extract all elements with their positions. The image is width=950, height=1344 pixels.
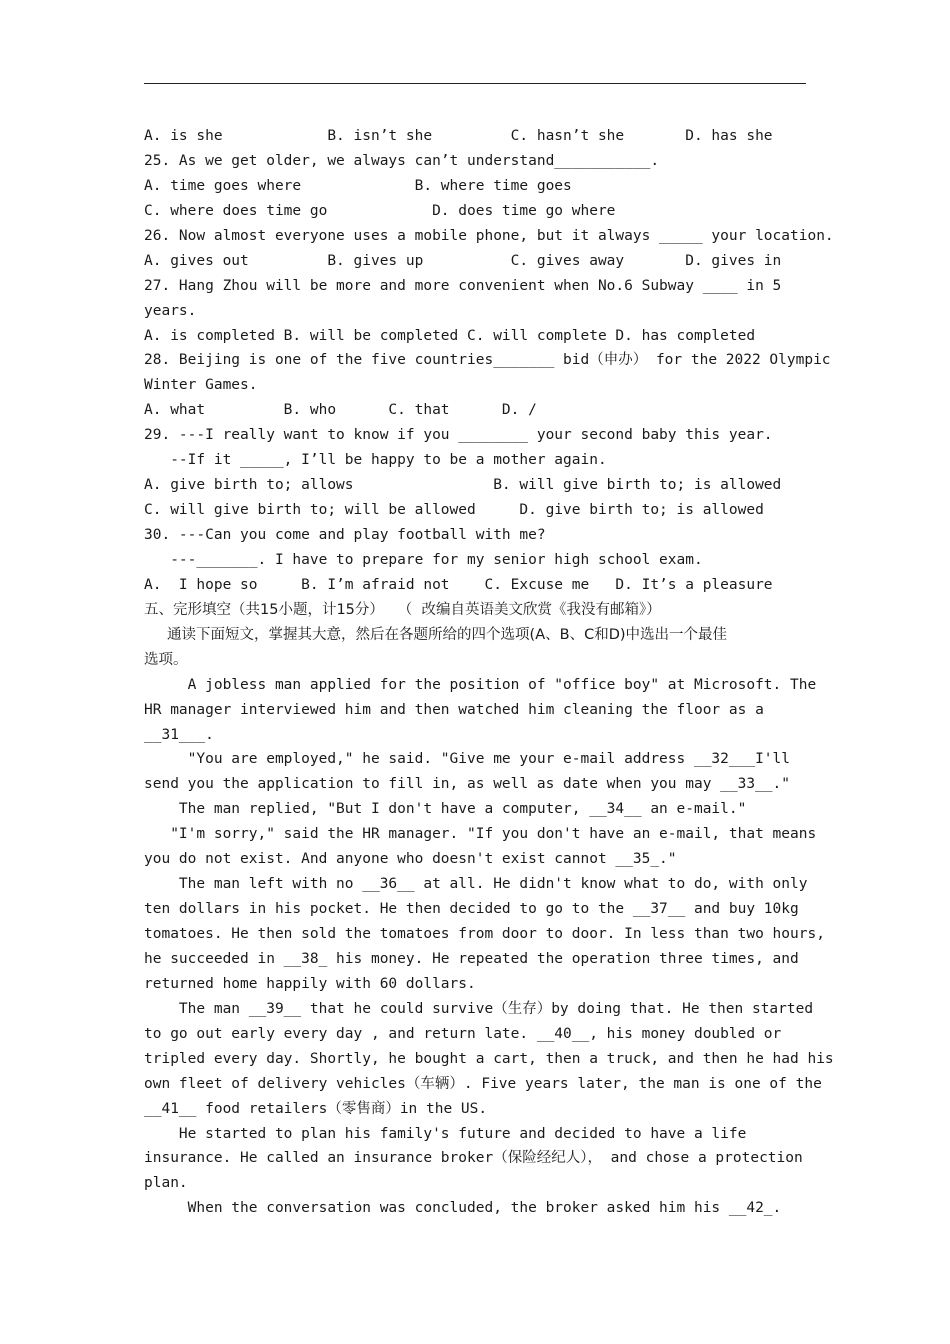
text-line: ten dollars in his pocket. He then decided to go to the __37__ and buy 10kg (144, 901, 799, 918)
text-line: HR manager interviewed him and then watched him cleaning the floor as a (144, 701, 764, 718)
text-line: he succeeded in __38_ his money. He repeated the operation three times, and (144, 950, 799, 967)
text-line: The man left with no __36__ at all. He didn't know what to do, with only (144, 876, 808, 893)
text-line: A. I hope so B. I’m afraid not C. Excuse me D. It’s a pleasure (144, 576, 773, 593)
text-line: --If it _____, I’ll be happy to be a mother again. (144, 452, 607, 469)
text-line: 30. ---Can you come and play football with me? (144, 527, 546, 543)
text-line: C. where does time go D. does time go where (144, 202, 616, 219)
text-line: tomatoes. He then sold the tomatoes from door to door. In less than two hours, (144, 926, 825, 942)
text-line: He started to plan his family's future and decided to have a life (144, 1125, 747, 1142)
text-line: Winter Games. (144, 377, 258, 394)
text-line: plan. (144, 1175, 188, 1192)
text-line: When the conversation was concluded, the broker asked him his __42_. (144, 1200, 782, 1217)
text-line: C. will give birth to; will be allowed D. give birth to; is allowed (144, 502, 764, 519)
text-line: you do not exist. And anyone who doesn't exist cannot __35_." (144, 851, 677, 868)
text-line: 29. ---I really want to know if you ________ your second baby this year. (144, 427, 773, 444)
text-line: "You are employed," he said. "Give me your e-mail address __32___I'll (144, 751, 791, 768)
text-line: 选项。 (144, 651, 188, 668)
text-line: years. (144, 302, 197, 319)
text-line: 五、完形填空（共15小题，计15分） （ 改编自英语美文欣赏《我没有邮箱》） (144, 601, 661, 618)
text-line: send you the application to fill in, as well as date when you may __33__." (144, 776, 791, 793)
header-rule (144, 83, 806, 84)
text-line: tripled every day. Shortly, he bought a cart, then a truck, and then he had his (144, 1050, 834, 1067)
text-line: The man __39__ that he could survive（生存）by doing that. He then started (144, 1000, 814, 1017)
text-line: A. what B. who C. that D. / (144, 402, 537, 419)
text-line: A. is she B. isn’t she C. hasn’t she D. has she (144, 128, 773, 144)
text-line: 26. Now almost everyone uses a mobile phone, but it always _____ your location. (144, 227, 834, 244)
text-line: A. gives out B. gives up C. gives away D. gives in (144, 252, 782, 269)
document-body (144, 124, 834, 1221)
text-line: 27. Hang Zhou will be more and more convenient when No.6 Subway ____ in 5 (144, 277, 782, 294)
text-line: own fleet of delivery vehicles（车辆）. Five years later, the man is one of the (144, 1075, 822, 1092)
text-line: 通读下面短文，掌握其大意，然后在各题所给的四个选项(A、B、C和D)中选出一个最佳 (144, 626, 728, 643)
text-line: 28. Beijing is one of the five countries_______ bid（申办） for the 2022 Olympic (144, 352, 831, 369)
text-line: returned home happily with 60 dollars. (144, 975, 476, 992)
text-line: insurance. He called an insurance broker（保险经纪人）， and chose a protection (144, 1150, 803, 1167)
text-line: __41__ food retailers（零售商）in the US. (144, 1100, 488, 1117)
text-line: A jobless man applied for the position of "office boy" at Microsoft. The (144, 676, 817, 693)
text-line: A. give birth to; allows B. will give birth to; is allowed (144, 477, 782, 494)
text-line: "I'm sorry," said the HR manager. "If you don't have an e-mail, that means (144, 826, 817, 843)
text-line: The man replied, "But I don't have a computer, __34__ an e-mail." (144, 801, 747, 818)
text-line: __31___. (144, 726, 214, 743)
text-line: ---_______. I have to prepare for my senior high school exam. (144, 551, 703, 568)
text-line: A. time goes where B. where time goes (144, 177, 572, 194)
text-line: A. is completed B. will be completed C. will complete D. has completed (144, 327, 756, 344)
text-line: 25. As we get older, we always can’t understand___________. (144, 152, 660, 169)
text-line: to go out early every day , and return late. __40__, his money doubled or (144, 1025, 782, 1042)
